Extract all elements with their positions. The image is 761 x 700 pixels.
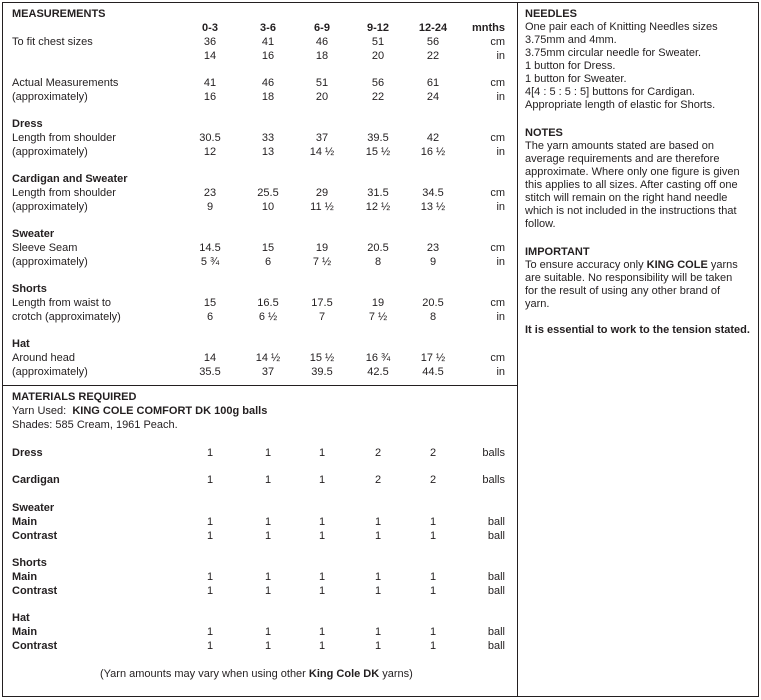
- value-cell: 36: [203, 36, 217, 48]
- value-cell: 1: [264, 447, 272, 459]
- yarn-used: [12, 405, 267, 418]
- value-cell: 2: [429, 447, 437, 459]
- row-label: Contrast: [12, 530, 58, 542]
- unit-cell: cm: [490, 132, 505, 144]
- footnote-brand: King Cole DK: [308, 668, 380, 680]
- value-cell: 1: [206, 474, 214, 486]
- value-cell: 18: [261, 91, 275, 103]
- needles-section: [525, 8, 757, 112]
- value-cell: 1: [264, 626, 272, 638]
- value-cell: 12: [203, 146, 217, 158]
- value-cell: 1: [318, 640, 326, 652]
- value-cell: 61: [426, 77, 440, 89]
- yarn-footnote: [100, 668, 413, 681]
- value-cell: 1: [206, 626, 214, 638]
- footnote-text: yarns): [379, 668, 413, 680]
- group-title: Hat: [12, 338, 30, 350]
- column-divider: [517, 2, 518, 697]
- value-cell: 10: [261, 201, 275, 213]
- value-cell: 46: [261, 77, 275, 89]
- needles-line: 3.75mm and 4mm.: [525, 34, 617, 46]
- unit-cell: ball: [487, 626, 505, 638]
- value-cell: 6 ½: [258, 311, 278, 323]
- value-cell: 1: [206, 571, 214, 583]
- value-cell: 34.5: [422, 187, 444, 199]
- measurements-title: MEASUREMENTS: [12, 8, 106, 20]
- value-cell: 37: [315, 132, 329, 144]
- row-label: Cardigan: [12, 474, 60, 486]
- value-cell: 46: [315, 36, 329, 48]
- unit-cell: in: [496, 50, 505, 62]
- notes-line: stitch will remain on the right hand needle: [525, 192, 728, 204]
- group-title: Hat: [12, 612, 30, 624]
- value-cell: 1: [206, 585, 214, 597]
- needles-line: 3.75mm circular needle for Sweater.: [525, 47, 702, 59]
- value-cell: 33: [261, 132, 275, 144]
- important-text: To ensure accuracy only: [525, 259, 647, 271]
- value-cell: 1: [374, 571, 382, 583]
- value-cell: 1: [264, 640, 272, 652]
- value-cell: 25.5: [257, 187, 279, 199]
- value-cell: 7 ½: [368, 311, 388, 323]
- notes-section: [525, 127, 757, 231]
- row-label: Contrast: [12, 640, 58, 652]
- needles-line: Appropriate length of elastic for Shorts.: [525, 99, 716, 111]
- value-cell: 20: [371, 50, 385, 62]
- value-cell: 39.5: [367, 132, 389, 144]
- unit-cell: in: [496, 91, 505, 103]
- row-label: Length from waist to: [12, 297, 112, 309]
- unit-cell: cm: [490, 36, 505, 48]
- value-cell: 1: [206, 640, 214, 652]
- value-cell: 2: [429, 474, 437, 486]
- value-cell: 1: [318, 626, 326, 638]
- value-cell: 11 ½: [310, 201, 334, 213]
- row-label: crotch (approximately): [12, 311, 121, 323]
- value-cell: 1: [429, 640, 437, 652]
- value-cell: 42: [426, 132, 440, 144]
- value-cell: 15 ½: [309, 352, 335, 364]
- value-cell: 14 ½: [255, 352, 281, 364]
- value-cell: 1: [429, 585, 437, 597]
- value-cell: 1: [374, 530, 382, 542]
- group-title: Cardigan and Sweater: [12, 173, 128, 185]
- value-cell: 29: [315, 187, 329, 199]
- group-title: Shorts: [12, 283, 47, 295]
- shades: Shades: 585 Cream, 1961 Peach.: [12, 419, 178, 431]
- value-cell: 56: [371, 77, 385, 89]
- important-line: are suitable. No responsibility will be taken: [525, 272, 733, 284]
- notes-line: The yarn amounts stated are based on: [525, 140, 714, 152]
- row-label: To fit chest sizes: [12, 36, 93, 48]
- group-title: Sweater: [12, 502, 55, 514]
- unit-cell: cm: [490, 77, 505, 89]
- important-line: [525, 259, 757, 272]
- value-cell: 1: [429, 516, 437, 528]
- value-cell: 35.5: [199, 366, 221, 378]
- size-header: 6-9: [314, 22, 330, 34]
- notes-line: this applies to all sizes. After casting off one: [525, 179, 738, 191]
- value-cell: 23: [426, 242, 440, 254]
- row-label: Contrast: [12, 585, 58, 597]
- value-cell: 1: [318, 530, 326, 542]
- value-cell: 1: [264, 530, 272, 542]
- important-section: [525, 246, 757, 337]
- value-cell: 42.5: [367, 366, 389, 378]
- value-cell: 1: [429, 626, 437, 638]
- value-cell: 7 ½: [312, 256, 332, 268]
- unit-cell: ball: [487, 571, 505, 583]
- value-cell: 1: [374, 640, 382, 652]
- group-title: Sweater: [12, 228, 55, 240]
- section-divider: [2, 385, 518, 386]
- value-cell: 44.5: [422, 366, 444, 378]
- value-cell: 8: [429, 311, 437, 323]
- size-header: 0-3: [202, 22, 218, 34]
- value-cell: 1: [429, 571, 437, 583]
- unit-cell: in: [496, 311, 505, 323]
- value-cell: 24: [426, 91, 440, 103]
- value-cell: 1: [264, 585, 272, 597]
- value-cell: 17.5: [311, 297, 333, 309]
- notes-line: follow.: [525, 218, 556, 230]
- important-brand: KING COLE: [646, 259, 708, 271]
- value-cell: 16 ½: [420, 146, 446, 158]
- value-cell: 37: [261, 366, 275, 378]
- value-cell: 20.5: [367, 242, 389, 254]
- value-cell: 1: [374, 626, 382, 638]
- unit-cell: ball: [487, 640, 505, 652]
- value-cell: 51: [371, 36, 385, 48]
- unit-header: mnths: [472, 22, 505, 34]
- value-cell: 1: [318, 447, 326, 459]
- value-cell: 6: [206, 311, 214, 323]
- row-label: Dress: [12, 447, 43, 459]
- row-label: Main: [12, 516, 38, 528]
- unit-cell: in: [496, 256, 505, 268]
- unit-cell: ball: [487, 516, 505, 528]
- important-text: yarns: [707, 259, 738, 271]
- value-cell: 15: [203, 297, 217, 309]
- value-cell: 30.5: [199, 132, 221, 144]
- value-cell: 14 ½: [309, 146, 335, 158]
- unit-cell: in: [496, 201, 505, 213]
- value-cell: 16: [203, 91, 217, 103]
- value-cell: 2: [374, 474, 382, 486]
- tension-note: It is essential to work to the tension stated.: [525, 324, 750, 336]
- value-cell: 19: [315, 242, 329, 254]
- important-line: yarn.: [525, 298, 550, 310]
- value-cell: 14: [203, 352, 217, 364]
- materials-title: MATERIALS REQUIRED: [12, 391, 137, 403]
- value-cell: 1: [374, 585, 382, 597]
- yarn-name: KING COLE COMFORT DK 100g balls: [72, 405, 268, 417]
- value-cell: 5 ¾: [200, 256, 220, 268]
- value-cell: 39.5: [311, 366, 333, 378]
- value-cell: 9: [429, 256, 437, 268]
- row-label: (approximately): [12, 201, 88, 213]
- value-cell: 56: [426, 36, 440, 48]
- row-label: Length from shoulder: [12, 187, 116, 199]
- value-cell: 1: [206, 447, 214, 459]
- row-label: Actual Measurements: [12, 77, 119, 89]
- row-label: Main: [12, 571, 38, 583]
- value-cell: 23: [203, 187, 217, 199]
- needles-line: One pair each of Knitting Needles sizes: [525, 21, 718, 33]
- notes-line: approximate. Where only one figure is given: [525, 166, 740, 178]
- needles-line: 1 button for Sweater.: [525, 73, 627, 85]
- unit-cell: in: [496, 366, 505, 378]
- value-cell: 2: [374, 447, 382, 459]
- unit-cell: cm: [490, 297, 505, 309]
- value-cell: 9: [206, 201, 214, 213]
- value-cell: 16.5: [257, 297, 279, 309]
- value-cell: 1: [206, 516, 214, 528]
- value-cell: 15 ½: [365, 146, 391, 158]
- unit-cell: cm: [490, 352, 505, 364]
- value-cell: 18: [315, 50, 329, 62]
- row-label: Length from shoulder: [12, 132, 116, 144]
- value-cell: 6: [264, 256, 272, 268]
- needles-line: 1 button for Dress.: [525, 60, 616, 72]
- unit-cell: in: [496, 146, 505, 158]
- footnote-text: (Yarn amounts may vary when using other: [100, 668, 309, 680]
- row-label: Main: [12, 626, 38, 638]
- value-cell: 1: [318, 571, 326, 583]
- value-cell: 22: [371, 91, 385, 103]
- value-cell: 15: [261, 242, 275, 254]
- value-cell: 12 ½: [365, 201, 391, 213]
- value-cell: 1: [318, 585, 326, 597]
- value-cell: 1: [264, 516, 272, 528]
- important-title: IMPORTANT: [525, 246, 590, 258]
- unit-cell: cm: [490, 242, 505, 254]
- value-cell: 14: [203, 50, 217, 62]
- row-label: (approximately): [12, 366, 88, 378]
- notes-line: average requirements and are therefore: [525, 153, 720, 165]
- value-cell: 1: [374, 516, 382, 528]
- yarn-prefix: Yarn Used:: [12, 405, 67, 417]
- value-cell: 13: [261, 146, 275, 158]
- unit-cell: balls: [482, 447, 505, 459]
- group-title: Shorts: [12, 557, 47, 569]
- value-cell: 8: [374, 256, 382, 268]
- needles-title: NEEDLES: [525, 8, 577, 20]
- value-cell: 17 ½: [420, 352, 446, 364]
- notes-title: NOTES: [525, 127, 563, 139]
- value-cell: 41: [261, 36, 275, 48]
- size-header: 12-24: [418, 22, 448, 34]
- needles-line: 4[4 : 5 : 5 : 5] buttons for Cardigan.: [525, 86, 695, 98]
- value-cell: 1: [264, 571, 272, 583]
- unit-cell: cm: [490, 187, 505, 199]
- value-cell: 1: [318, 474, 326, 486]
- value-cell: 51: [315, 77, 329, 89]
- row-label: Around head: [12, 352, 75, 364]
- size-header: 9-12: [366, 22, 390, 34]
- value-cell: 20: [315, 91, 329, 103]
- value-cell: 1: [318, 516, 326, 528]
- unit-cell: balls: [482, 474, 505, 486]
- value-cell: 20.5: [422, 297, 444, 309]
- row-label: (approximately): [12, 256, 88, 268]
- important-line: for the result of using any other brand of: [525, 285, 721, 297]
- row-label: (approximately): [12, 146, 88, 158]
- value-cell: 1: [264, 474, 272, 486]
- value-cell: 13 ½: [420, 201, 446, 213]
- unit-cell: ball: [487, 530, 505, 542]
- value-cell: 22: [426, 50, 440, 62]
- value-cell: 19: [371, 297, 385, 309]
- unit-cell: ball: [487, 585, 505, 597]
- notes-line: which is not included in the instructions that: [525, 205, 737, 217]
- value-cell: 1: [429, 530, 437, 542]
- value-cell: 7: [318, 311, 326, 323]
- value-cell: 1: [206, 530, 214, 542]
- group-title: Dress: [12, 118, 43, 130]
- size-header: 3-6: [260, 22, 276, 34]
- value-cell: 31.5: [367, 187, 389, 199]
- value-cell: 14.5: [199, 242, 221, 254]
- value-cell: 41: [203, 77, 217, 89]
- value-cell: 16 ¾: [365, 352, 391, 364]
- row-label: Sleeve Seam: [12, 242, 78, 254]
- value-cell: 16: [261, 50, 275, 62]
- row-label: (approximately): [12, 91, 88, 103]
